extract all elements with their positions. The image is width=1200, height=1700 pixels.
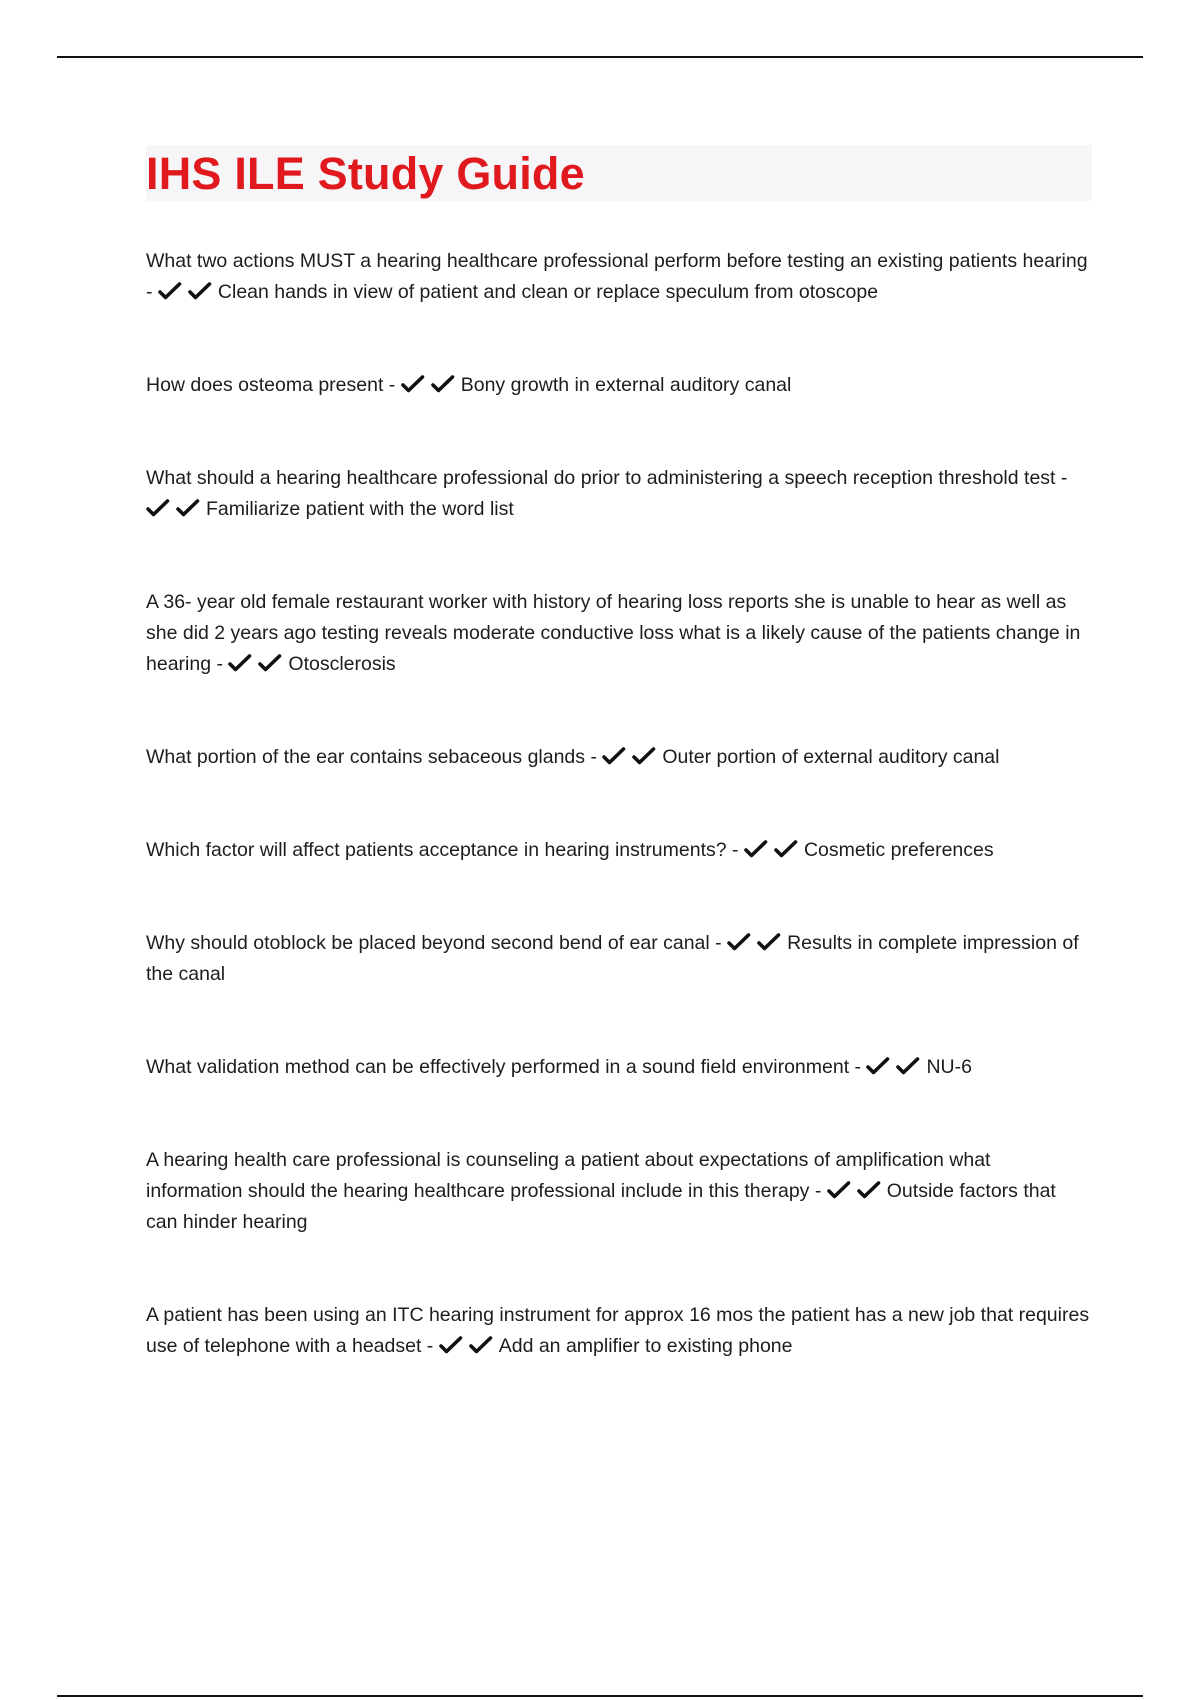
qa-item-2 — [146, 370, 1092, 401]
check-mark-icon — [469, 1336, 493, 1354]
question-text: Which factor will affect patients acceptance in hearing instruments? — [146, 839, 727, 861]
check-mark-icon — [727, 933, 751, 951]
question-text: What validation method can be effectively performed in a sound field environment — [146, 1056, 850, 1078]
question-text: Why should otoblock be placed beyond second bend of ear canal — [146, 932, 710, 954]
check-mark-icon — [401, 375, 425, 393]
answer-text: Cosmetic preferences — [803, 839, 994, 861]
question-text: A 36- year old female restaurant worker with history of hearing loss reports she is unable to hear as well as she did 2 years ago testing reveals moderate conductive loss what is a likely cause of the patients change in hearing — [146, 591, 1081, 675]
question-text: A hearing health care professional is counseling a patient about expectations of amplification what information should the hearing healthcare professional include in this therapy — [146, 1149, 991, 1202]
qa-item-10 — [146, 1300, 1092, 1362]
answer-text: Familiarize patient with the word list — [206, 498, 514, 520]
answer-text: NU-6 — [926, 1056, 972, 1078]
qa-item-5 — [146, 742, 1092, 773]
check-mark-icon — [866, 1057, 890, 1075]
check-mark-icon — [774, 840, 798, 858]
question-text: What two actions MUST a hearing healthcare professional perform before testing an existing patients hearing — [146, 250, 1088, 272]
separator: - — [585, 746, 603, 768]
separator: - — [146, 281, 158, 303]
document-title: IHS ILE Study Guide — [146, 147, 585, 199]
check-mark-icon — [176, 499, 200, 517]
answer-text: Outer portion of external auditory canal — [662, 746, 1000, 768]
check-mark-icon — [857, 1181, 881, 1199]
qa-item-7 — [146, 928, 1092, 990]
answer-text: Add an amplifier to existing phone — [498, 1335, 793, 1357]
answer-text: Results in complete impression of the canal — [146, 932, 1079, 985]
qa-item-1 — [146, 246, 1092, 308]
check-mark-icon — [602, 747, 626, 765]
check-mark-icon — [158, 282, 182, 300]
check-mark-icon — [744, 840, 768, 858]
qa-item-9 — [146, 1145, 1092, 1238]
separator: - — [709, 932, 728, 954]
title-band — [146, 145, 1092, 201]
separator: - — [726, 839, 744, 861]
check-mark-icon — [146, 499, 170, 517]
answer-text: Outside factors that can hinder hearing — [146, 1180, 1056, 1233]
qa-item-4 — [146, 587, 1092, 680]
check-mark-icon — [827, 1181, 851, 1199]
check-mark-icon — [439, 1336, 463, 1354]
question-text: A patient has been using an ITC hearing instrument for approx 16 mos the patient has a new job that requires use of telephone with a headset — [146, 1304, 1090, 1357]
separator: - — [421, 1335, 439, 1357]
separator: - — [383, 374, 401, 396]
study-guide-page — [146, 145, 1092, 1424]
check-mark-icon — [757, 933, 781, 951]
qa-item-3 — [146, 463, 1092, 525]
separator: - — [211, 653, 229, 675]
separator: - — [809, 1180, 827, 1202]
separator: - — [849, 1056, 867, 1078]
qa-item-8 — [146, 1052, 1092, 1083]
answer-text: Bony growth in external auditory canal — [460, 374, 792, 396]
check-mark-icon — [632, 747, 656, 765]
answer-text: Clean hands in view of patient and clean or replace speculum from otoscope — [217, 281, 879, 303]
question-text: What portion of the ear contains sebaceous glands — [146, 746, 586, 768]
check-mark-icon — [258, 654, 282, 672]
check-mark-icon — [431, 375, 455, 393]
qa-list — [146, 246, 1092, 1362]
bottom-rule — [57, 1695, 1143, 1697]
top-rule — [57, 56, 1143, 58]
question-text: How does osteoma present — [146, 374, 384, 396]
question-text: What should a hearing healthcare professional do prior to administering a speech reception threshold test — [146, 467, 1056, 489]
separator: - — [1055, 467, 1068, 489]
check-mark-icon — [188, 282, 212, 300]
answer-text: Otosclerosis — [288, 653, 396, 675]
check-mark-icon — [896, 1057, 920, 1075]
check-mark-icon — [228, 654, 252, 672]
qa-item-6 — [146, 835, 1092, 866]
